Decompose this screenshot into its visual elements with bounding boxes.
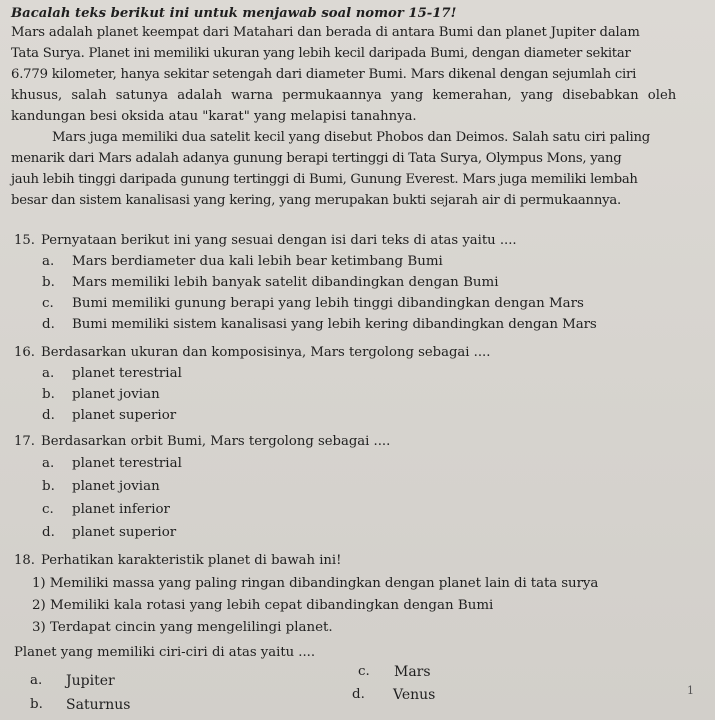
reading-instruction: Bacalah teks berikut ini untuk menjawab soal nomor 15-17!	[11, 6, 457, 21]
passage-line: Mars juga memiliki dua satelit kecil yang disebut Phobos dan Deimos. Salah satu ciri paling	[52, 130, 651, 145]
passage-line: kandungan besi oksida atau "karat" yang melapisi tanahnya.	[11, 109, 417, 124]
question-number: 16.	[14, 345, 35, 360]
option-text[interactable]: planet jovian	[72, 479, 160, 494]
characteristic-statement: 3) Terdapat cincin yang mengelilingi planet.	[32, 620, 333, 635]
question-number: 17.	[14, 434, 35, 449]
option-letter: c.	[42, 502, 54, 517]
option-letter: b.	[42, 479, 55, 494]
page-mark: 1	[687, 684, 694, 697]
passage-line: 6.779 kilometer, hanya sekitar setengah dari diameter Bumi. Mars dikenal dengan sejumlah ciri	[11, 67, 637, 82]
option-text[interactable]: planet jovian	[72, 387, 160, 402]
passage-line: Tata Surya. Planet ini memiliki ukuran yang lebih kecil daripada Bumi, dengan diameter sekitar	[11, 46, 631, 61]
option-letter: b.	[30, 697, 43, 712]
question-number: 15.	[14, 233, 35, 248]
option-text[interactable]: Mars	[394, 664, 431, 680]
question-text: Perhatikan karakteristik planet di bawah ini!	[41, 553, 342, 568]
option-letter: d.	[352, 687, 365, 702]
passage-line: besar dan sistem kanalisasi yang kering, yang merupakan bukti sejarah air di permukaannya.	[11, 193, 622, 208]
question-text: Pernyataan berikut ini yang sesuai dengan isi dari teks di atas yaitu ....	[41, 233, 517, 248]
characteristic-statement: 2) Memiliki kala rotasi yang lebih cepat dibandingkan dengan Bumi	[32, 598, 494, 613]
option-text[interactable]: planet terestrial	[72, 456, 182, 471]
option-text[interactable]: Mars memiliki lebih banyak satelit dibandingkan dengan Bumi	[72, 275, 499, 290]
option-text[interactable]: planet superior	[72, 525, 177, 540]
option-text[interactable]: planet terestrial	[72, 366, 182, 381]
question-prompt: Planet yang memiliki ciri-ciri di atas yaitu ....	[14, 645, 316, 660]
option-text[interactable]: Mars berdiameter dua kali lebih bear ketimbang Bumi	[72, 254, 443, 269]
passage-line: khusus, salah satunya adalah warna permukaannya yang kemerahan, yang disebabkan oleh	[11, 88, 677, 103]
option-text[interactable]: Venus	[393, 687, 436, 703]
option-letter: a.	[42, 366, 55, 381]
question-number: 18.	[14, 553, 35, 568]
option-letter: c.	[42, 296, 54, 311]
option-letter: d.	[42, 525, 55, 540]
option-letter: b.	[42, 387, 55, 402]
passage-line: Mars adalah planet keempat dari Matahari dan berada di antara Bumi dan planet Jupiter dalam	[11, 25, 640, 40]
option-letter: a.	[42, 254, 55, 269]
option-letter: d.	[42, 317, 55, 332]
option-text[interactable]: planet inferior	[72, 502, 170, 517]
option-letter: d.	[42, 408, 55, 423]
option-text[interactable]: Bumi memiliki gunung berapi yang lebih tinggi dibandingkan dengan Mars	[72, 296, 584, 311]
option-letter: a.	[30, 673, 43, 688]
option-text[interactable]: Bumi memiliki sistem kanalisasi yang lebih kering dibandingkan dengan Mars	[72, 317, 597, 332]
question-text: Berdasarkan orbit Bumi, Mars tergolong sebagai ....	[41, 434, 391, 449]
question-text: Berdasarkan ukuran dan komposisinya, Mars tergolong sebagai ....	[41, 345, 491, 360]
characteristic-statement: 1) Memiliki massa yang paling ringan dibandingkan dengan planet lain di tata surya	[32, 576, 599, 591]
option-letter: a.	[42, 456, 55, 471]
passage-line: jauh lebih tinggi daripada gunung tertinggi di Bumi, Gunung Everest. Mars juga memiliki lembah	[11, 172, 638, 187]
option-text[interactable]: Saturnus	[66, 697, 131, 713]
option-text[interactable]: planet superior	[72, 408, 177, 423]
passage-line: menarik dari Mars adalah adanya gunung berapi tertinggi di Tata Surya, Olympus Mons, yang	[11, 151, 622, 166]
option-letter: b.	[42, 275, 55, 290]
option-letter: c.	[358, 664, 370, 679]
option-text[interactable]: Jupiter	[66, 673, 115, 689]
